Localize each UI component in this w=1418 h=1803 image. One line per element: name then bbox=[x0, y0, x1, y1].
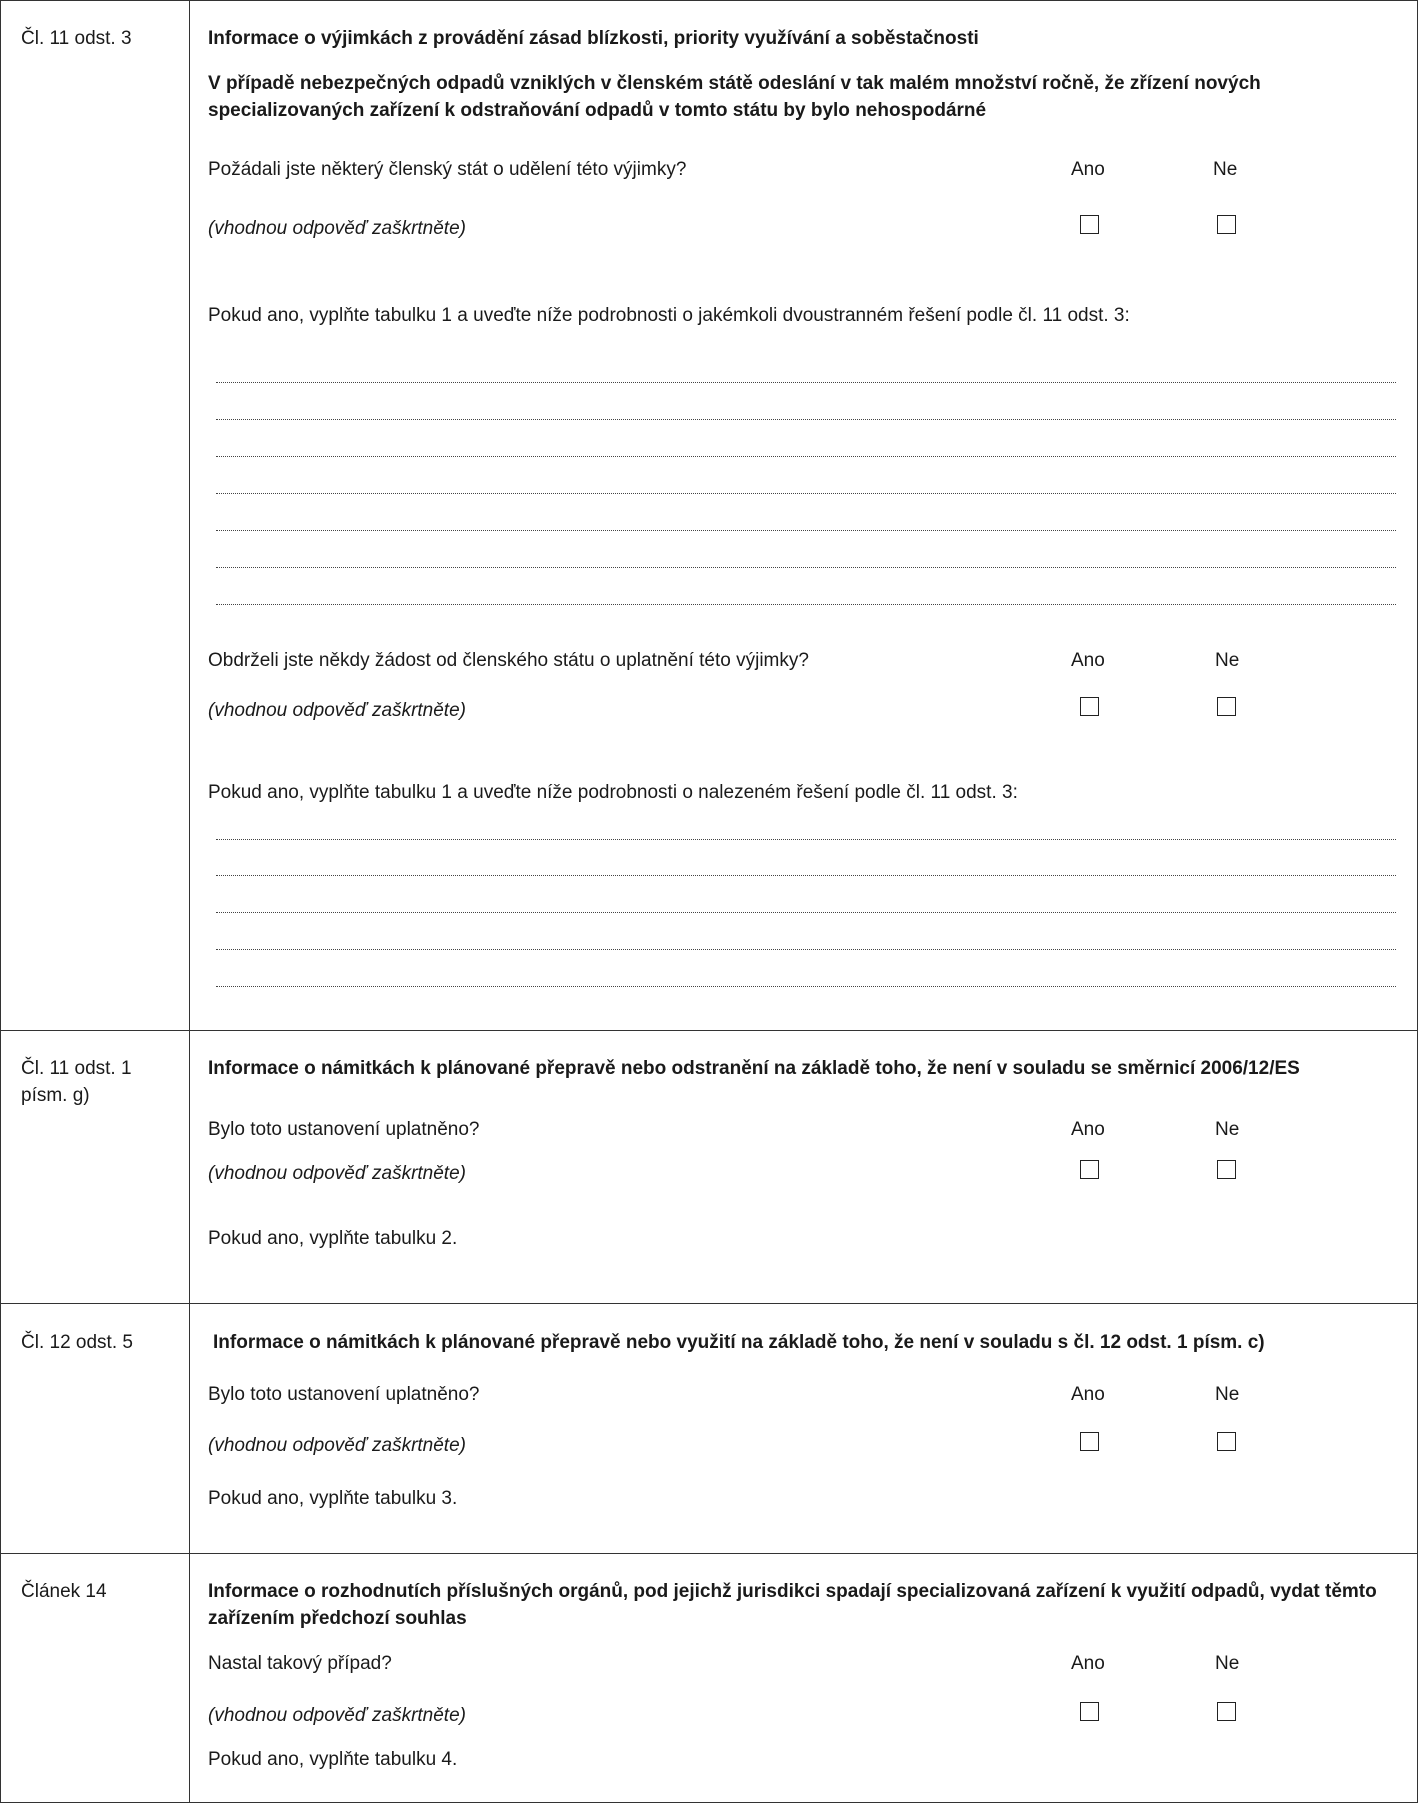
dotted-answer-line[interactable] bbox=[216, 419, 1396, 420]
no-checkbox[interactable] bbox=[1217, 697, 1236, 716]
no-checkbox[interactable] bbox=[1217, 1432, 1236, 1451]
dotted-answer-line[interactable] bbox=[216, 875, 1396, 876]
followup-instruction: Pokud ano, vyplňte tabulku 1 a uveďte níže podrobnosti o jakémkoli dvoustranném řešení podle čl. 11 odst. 3: bbox=[208, 305, 1130, 326]
question: Nastal takový případ? bbox=[208, 1653, 392, 1674]
no-label: Ne bbox=[1215, 1653, 1240, 1674]
answer-instruction: (vhodnou odpověď zaškrtněte) bbox=[208, 1705, 466, 1726]
no-label: Ne bbox=[1215, 650, 1240, 671]
dotted-answer-line[interactable] bbox=[216, 986, 1396, 987]
yes-label: Ano bbox=[1071, 159, 1105, 180]
column-divider bbox=[189, 0, 190, 1803]
question: Požádali jste některý členský stát o udělení této výjimky? bbox=[208, 159, 687, 180]
followup-instruction: Pokud ano, vyplňte tabulku 1 a uveďte níže podrobnosti o nalezeném řešení podle čl. 11 odst. 3: bbox=[208, 782, 1018, 803]
answer-instruction: (vhodnou odpověď zaškrtněte) bbox=[208, 1163, 466, 1184]
yes-label: Ano bbox=[1071, 1653, 1105, 1674]
dotted-answer-line[interactable] bbox=[216, 567, 1396, 568]
dotted-answer-line[interactable] bbox=[216, 493, 1396, 494]
row-divider bbox=[0, 1303, 1418, 1304]
no-label: Ne bbox=[1213, 159, 1238, 180]
section-subtitle: V případě nebezpečných odpadů vzniklých v členském státě odeslání v tak malém množství ročně, že zřízení nových bbox=[208, 73, 1261, 94]
yes-checkbox[interactable] bbox=[1080, 1432, 1099, 1451]
section-title: Informace o výjimkách z provádění zásad blízkosti, priority využívání a soběstačnosti bbox=[208, 28, 979, 49]
article-reference: Čl. 11 odst. 1 bbox=[21, 1058, 132, 1079]
dotted-answer-line[interactable] bbox=[216, 382, 1396, 383]
question: Obdrželi jste někdy žádost od členského státu o uplatnění této výjimky? bbox=[208, 650, 809, 671]
dotted-answer-line[interactable] bbox=[216, 604, 1396, 605]
article-reference: Čl. 12 odst. 5 bbox=[21, 1332, 133, 1353]
no-checkbox[interactable] bbox=[1217, 215, 1236, 234]
section-title: Informace o námitkách k plánované přepravě nebo odstranění na základě toho, že není v souladu se směrnicí 2006/12/ES bbox=[208, 1058, 1300, 1079]
yes-checkbox[interactable] bbox=[1080, 215, 1099, 234]
yes-checkbox[interactable] bbox=[1080, 1160, 1099, 1179]
section-subtitle: specializovaných zařízení k odstraňování odpadů v tomto státu by bylo nehospodárné bbox=[208, 100, 987, 121]
followup-instruction: Pokud ano, vyplňte tabulku 2. bbox=[208, 1228, 458, 1249]
article-reference: Článek 14 bbox=[21, 1581, 107, 1602]
yes-label: Ano bbox=[1071, 1384, 1105, 1405]
followup-instruction: Pokud ano, vyplňte tabulku 4. bbox=[208, 1749, 458, 1770]
no-checkbox[interactable] bbox=[1217, 1160, 1236, 1179]
row-divider bbox=[0, 1030, 1418, 1031]
yes-label: Ano bbox=[1071, 650, 1105, 671]
article-reference: písm. g) bbox=[21, 1085, 90, 1106]
dotted-answer-line[interactable] bbox=[216, 530, 1396, 531]
answer-instruction: (vhodnou odpověď zaškrtněte) bbox=[208, 700, 466, 721]
dotted-answer-line[interactable] bbox=[216, 839, 1396, 840]
no-label: Ne bbox=[1215, 1384, 1240, 1405]
section-title: Informace o rozhodnutích příslušných orgánů, pod jejichž jurisdikci spadají specializovaná zařízení k využití odpadů, vydat těmto bbox=[208, 1581, 1377, 1602]
question: Bylo toto ustanovení uplatněno? bbox=[208, 1384, 480, 1405]
dotted-answer-line[interactable] bbox=[216, 456, 1396, 457]
dotted-answer-line[interactable] bbox=[216, 912, 1396, 913]
yes-checkbox[interactable] bbox=[1080, 1702, 1099, 1721]
section-title: zařízením předchozí souhlas bbox=[208, 1608, 467, 1629]
answer-instruction: (vhodnou odpověď zaškrtněte) bbox=[208, 1435, 466, 1456]
no-label: Ne bbox=[1215, 1119, 1240, 1140]
question: Bylo toto ustanovení uplatněno? bbox=[208, 1119, 480, 1140]
row-divider bbox=[0, 1553, 1418, 1554]
section-title: Informace o námitkách k plánované přepravě nebo využití na základě toho, že není v souladu s čl. 12 odst. 1 písm. c) bbox=[213, 1332, 1265, 1353]
yes-label: Ano bbox=[1071, 1119, 1105, 1140]
article-reference: Čl. 11 odst. 3 bbox=[21, 28, 132, 49]
dotted-answer-line[interactable] bbox=[216, 949, 1396, 950]
yes-checkbox[interactable] bbox=[1080, 697, 1099, 716]
answer-instruction: (vhodnou odpověď zaškrtněte) bbox=[208, 218, 466, 239]
no-checkbox[interactable] bbox=[1217, 1702, 1236, 1721]
followup-instruction: Pokud ano, vyplňte tabulku 3. bbox=[208, 1488, 458, 1509]
